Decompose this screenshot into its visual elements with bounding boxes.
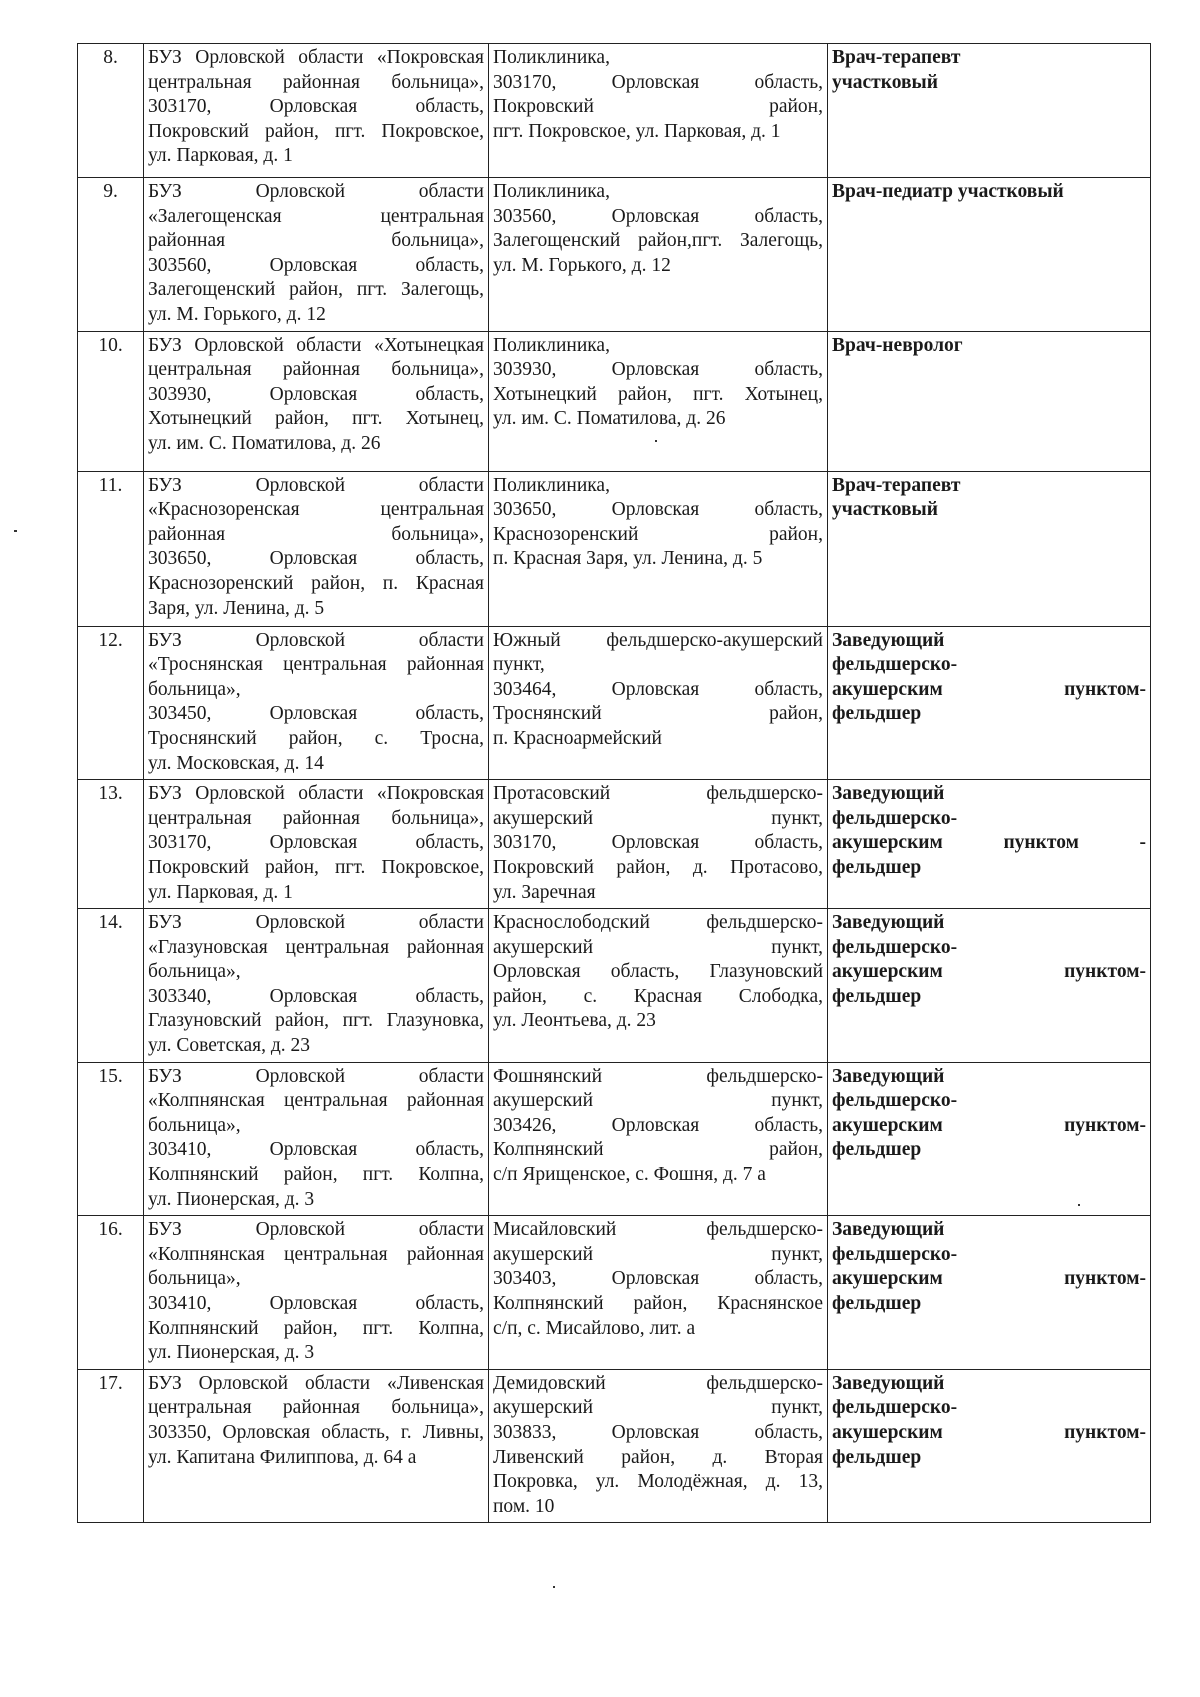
organization-line: БУЗ Орловской области — [148, 1219, 484, 1241]
position-line: фельдшерско- — [832, 1243, 958, 1265]
organization-line: ул. Капитана Филиппова, д. 64 а — [148, 1446, 417, 1468]
row-number: 11. — [78, 471, 144, 626]
position-line: акушерским пунктом- — [832, 1268, 1146, 1290]
position-cell — [828, 626, 1151, 780]
organization-line: центральная районная больница», — [148, 1397, 484, 1419]
organization-line: Покровский район, пгт. Покровское, — [148, 120, 484, 142]
workplace-line: с/п Ярищенское, с. Фошня, д. 7 а — [493, 1164, 766, 1186]
workplace-cell — [489, 1216, 828, 1370]
organization-line: Глазуновский район, пгт. Глазуновка, — [148, 1010, 484, 1032]
position-cell — [828, 331, 1151, 471]
workplace-line: Колпнянский район, — [493, 1139, 823, 1161]
position-line: фельдшер — [832, 1446, 922, 1468]
workplace-cell — [489, 471, 828, 626]
position-line: фельдшерско- — [832, 936, 958, 958]
table-row — [78, 1062, 1151, 1216]
position-line: фельдшер — [832, 1293, 922, 1314]
organization-line: БУЗ Орловской области «Хотынецкая — [148, 334, 484, 356]
position-cell — [828, 1062, 1151, 1216]
position-cell — [828, 44, 1151, 178]
position-line: Заведующий — [832, 783, 945, 805]
organization-cell — [144, 331, 489, 471]
organization-line: районная больница», — [148, 523, 484, 545]
workplace-line: Троснянский район, — [493, 703, 823, 725]
organization-line: Заря, ул. Ленина, д. 5 — [148, 597, 325, 619]
workplace-line: ул. Леонтьева, д. 23 — [493, 1010, 656, 1032]
row-number: 12. — [78, 626, 144, 780]
position-line: акушерским пунктом- — [832, 1421, 1146, 1443]
position-line: участковый — [832, 71, 938, 93]
workplace-line: Орловская область, Глазуновский — [493, 961, 823, 983]
position-line: Заведующий — [832, 1219, 945, 1241]
workplace-line: Покровский район, д. Протасово, — [493, 856, 823, 878]
position-cell — [828, 178, 1151, 332]
workplace-line: акушерский пункт, — [493, 1090, 823, 1112]
workplace-line: ул. М. Горького, д. 12 — [493, 254, 671, 276]
workplace-line: акушерский пункт, — [493, 807, 823, 829]
organization-line: БУЗ Орловской области «Покровская — [148, 47, 484, 68]
organization-line: ул. Пионерская, д. 3 — [148, 1188, 315, 1210]
table-row — [78, 44, 1151, 178]
workplace-line: пом. 10 — [493, 1495, 555, 1517]
position-cell — [828, 909, 1151, 1063]
organization-line: «Колпнянская центральная районная — [148, 1090, 484, 1112]
position-line: фельдшер — [832, 985, 922, 1007]
organization-line: центральная районная больница», — [148, 359, 484, 381]
organization-line: Троснянский район, с. Тросна, — [148, 727, 484, 749]
position-line: фельдшерско- — [832, 654, 958, 676]
position-line: акушерским пунктом- — [832, 678, 1146, 700]
organization-line: 303650, Орловская область, — [148, 548, 484, 570]
organization-cell — [144, 471, 489, 626]
position-cell — [828, 471, 1151, 626]
table-row — [78, 909, 1151, 1063]
position-line: фельдшер — [832, 703, 922, 725]
position-line: акушерским пунктом- — [832, 961, 1146, 983]
workplace-line: Ливенский район, д. Вторая — [493, 1446, 823, 1468]
organization-cell — [144, 626, 489, 780]
position-line: Заведующий — [832, 912, 945, 934]
organization-line: 303170, Орловская область, — [148, 96, 484, 118]
organization-line: БУЗ Орловской области — [148, 181, 484, 202]
workplace-line: Колпнянский район, Краснянское — [493, 1293, 823, 1314]
organization-line: ул. Парковая, д. 1 — [148, 145, 293, 167]
workplace-line: Демидовский фельдшерско- — [493, 1372, 823, 1394]
position-line: участковый — [832, 499, 938, 521]
position-line: фельдшерско- — [832, 807, 958, 829]
position-line: Заведующий — [832, 1065, 945, 1087]
workplace-line: Южный фельдшерско-акушерский — [493, 629, 823, 651]
workplace-line: Поликлиника, — [493, 334, 610, 356]
workplace-line: 303170, Орловская область, — [493, 71, 823, 93]
position-line: акушерским пунктом- — [832, 1114, 1146, 1136]
workplace-line: 303464, Орловская область, — [493, 678, 823, 700]
table-row — [78, 626, 1151, 780]
position-line: акушерским пунктом - — [832, 832, 1146, 854]
organization-line: больница», — [148, 678, 241, 700]
workplace-line: 303650, Орловская область, — [493, 499, 823, 521]
organization-line: «Глазуновская центральная районная — [148, 936, 484, 958]
organization-line: Залегощенский район, пгт. Залегощь, — [148, 279, 484, 301]
workplace-line: 303930, Орловская область, — [493, 359, 823, 381]
workplace-line: Фошнянский фельдшерско- — [493, 1065, 823, 1087]
organization-cell — [144, 1062, 489, 1216]
workplace-line: район, с. Красная Слободка, — [493, 985, 823, 1007]
organization-line: Хотынецкий район, пгт. Хотынец, — [148, 408, 484, 430]
workplace-line: Покровка, ул. Молодёжная, д. 13, — [493, 1471, 823, 1493]
organization-cell — [144, 780, 489, 909]
organization-line: БУЗ Орловской области — [148, 1065, 484, 1087]
workplace-cell — [489, 909, 828, 1063]
workplace-line: Краснослободский фельдшерско- — [493, 912, 823, 934]
workplace-line: 303560, Орловская область, — [493, 205, 823, 227]
position-line: Врач-невролог — [832, 334, 963, 356]
position-cell — [828, 1369, 1151, 1523]
row-number: 13. — [78, 780, 144, 909]
workplace-line: Протасовский фельдшерско- — [493, 783, 823, 805]
row-number: 15. — [78, 1062, 144, 1216]
organization-line: ул. им. С. Поматилова, д. 26 — [148, 432, 381, 454]
organization-cell — [144, 44, 489, 178]
organization-line: центральная районная больница», — [148, 807, 484, 829]
position-line: Врач-педиатр участковый — [832, 181, 1064, 202]
organization-line: БУЗ Орловской области — [148, 629, 484, 651]
workplace-line: Поликлиника, — [493, 47, 610, 68]
organization-line: Колпнянский район, пгт. Колпна, — [148, 1164, 484, 1186]
position-line: фельдшер — [832, 1139, 922, 1161]
row-number: 8. — [78, 44, 144, 178]
workplace-cell — [489, 1369, 828, 1523]
organization-cell — [144, 1369, 489, 1523]
workplace-line: 303170, Орловская область, — [493, 832, 823, 854]
workplace-line: Краснозоренский район, — [493, 523, 823, 545]
organization-line: больница», — [148, 1268, 241, 1290]
position-line: Заведующий — [832, 629, 945, 651]
workplace-line: ул. Заречная — [493, 881, 596, 903]
position-line: Врач-терапевт — [832, 474, 961, 496]
workplace-line: 303403, Орловская область, — [493, 1268, 823, 1290]
position-cell — [828, 1216, 1151, 1370]
organization-line: «Колпнянская центральная районная — [148, 1243, 484, 1265]
organization-line: ул. Парковая, д. 1 — [148, 881, 293, 903]
table-row — [78, 1216, 1151, 1370]
position-line: Врач-терапевт — [832, 47, 961, 68]
organization-line: 303410, Орловская область, — [148, 1293, 484, 1314]
table-row — [78, 471, 1151, 626]
organization-line: БУЗ Орловской области — [148, 474, 484, 496]
workplace-line: Покровский район, — [493, 96, 823, 118]
organization-line: центральная районная больница», — [148, 71, 484, 93]
table-body — [78, 44, 1151, 1523]
organization-line: Покровский район, пгт. Покровское, — [148, 856, 484, 878]
organization-line: 303560, Орловская область, — [148, 254, 484, 276]
organization-line: ул. Советская, д. 23 — [148, 1035, 311, 1057]
organization-line: БУЗ Орловской области «Покровская — [148, 783, 484, 805]
workplace-cell — [489, 44, 828, 178]
workplace-line: акушерский пункт, — [493, 936, 823, 958]
scan-speck — [553, 1586, 555, 1588]
position-cell — [828, 780, 1151, 909]
table-row — [78, 780, 1151, 909]
workplace-cell — [489, 178, 828, 332]
workplace-line: с/п, с. Мисайлово, лит. а — [493, 1317, 696, 1339]
workplace-line: пгт. Покровское, ул. Парковая, д. 1 — [493, 120, 781, 142]
organization-line: 303340, Орловская область, — [148, 985, 484, 1007]
organization-line: ул. Московская, д. 14 — [148, 752, 324, 774]
workplace-line: пункт, — [493, 654, 545, 676]
row-number: 14. — [78, 909, 144, 1063]
organization-line: ул. Пионерская, д. 3 — [148, 1342, 315, 1364]
organization-cell — [144, 1216, 489, 1370]
workplace-line: акушерский пункт, — [493, 1397, 823, 1419]
organization-line: районная больница», — [148, 230, 484, 252]
organization-line: 303930, Орловская область, — [148, 383, 484, 405]
workplace-line: п. Красноармейский — [493, 727, 662, 749]
organization-line: 303350, Орловская область, г. Ливны, — [148, 1421, 484, 1443]
organization-line: Колпнянский район, пгт. Колпна, — [148, 1317, 484, 1339]
organization-line: 303170, Орловская область, — [148, 832, 484, 854]
organization-line: Краснозоренский район, п. Красная — [148, 572, 484, 594]
position-line: Заведующий — [832, 1372, 945, 1394]
table-row — [78, 178, 1151, 332]
workplace-cell — [489, 331, 828, 471]
workplace-line: Хотынецкий район, пгт. Хотынец, — [493, 383, 823, 405]
workplace-line: 303426, Орловская область, — [493, 1114, 823, 1136]
organization-line: БУЗ Орловской области «Ливенская — [148, 1372, 484, 1394]
organization-line: больница», — [148, 961, 241, 983]
organization-line: «Залегощенская центральная — [148, 205, 484, 227]
table-row — [78, 1369, 1151, 1523]
workplace-line: Поликлиника, — [493, 474, 610, 496]
organization-line: 303410, Орловская область, — [148, 1139, 484, 1161]
workplace-line: ул. им. С. Поматилова, д. 26 — [493, 408, 726, 430]
position-line: фельдшер — [832, 856, 922, 878]
row-number: 16. — [78, 1216, 144, 1370]
organization-cell — [144, 909, 489, 1063]
workplace-cell — [489, 780, 828, 909]
scan-speck — [1078, 1204, 1080, 1206]
workplace-line: Залегощенский район,пгт. Залегощь, — [493, 230, 823, 252]
organization-line: 303450, Орловская область, — [148, 703, 484, 725]
workplace-cell — [489, 626, 828, 780]
row-number: 10. — [78, 331, 144, 471]
facility-table — [77, 43, 1151, 1523]
workplace-line: Поликлиника, — [493, 181, 610, 202]
workplace-line: акушерский пункт, — [493, 1243, 823, 1265]
position-line: фельдшерско- — [832, 1397, 958, 1419]
workplace-line: п. Красная Заря, ул. Ленина, д. 5 — [493, 548, 763, 570]
organization-cell — [144, 178, 489, 332]
organization-line: «Краснозоренская центральная — [148, 499, 484, 521]
organization-line: ул. М. Горького, д. 12 — [148, 303, 326, 325]
position-line: фельдшерско- — [832, 1090, 958, 1112]
organization-line: больница», — [148, 1114, 241, 1136]
organization-line: «Троснянская центральная районная — [148, 654, 484, 676]
row-number: 17. — [78, 1369, 144, 1523]
scan-speck — [14, 530, 17, 532]
scan-speck — [655, 440, 657, 442]
workplace-cell — [489, 1062, 828, 1216]
workplace-line: Мисайловский фельдшерско- — [493, 1219, 823, 1241]
organization-line: БУЗ Орловской области — [148, 912, 484, 934]
table-row — [78, 331, 1151, 471]
workplace-line: 303833, Орловская область, — [493, 1421, 823, 1443]
row-number: 9. — [78, 178, 144, 332]
